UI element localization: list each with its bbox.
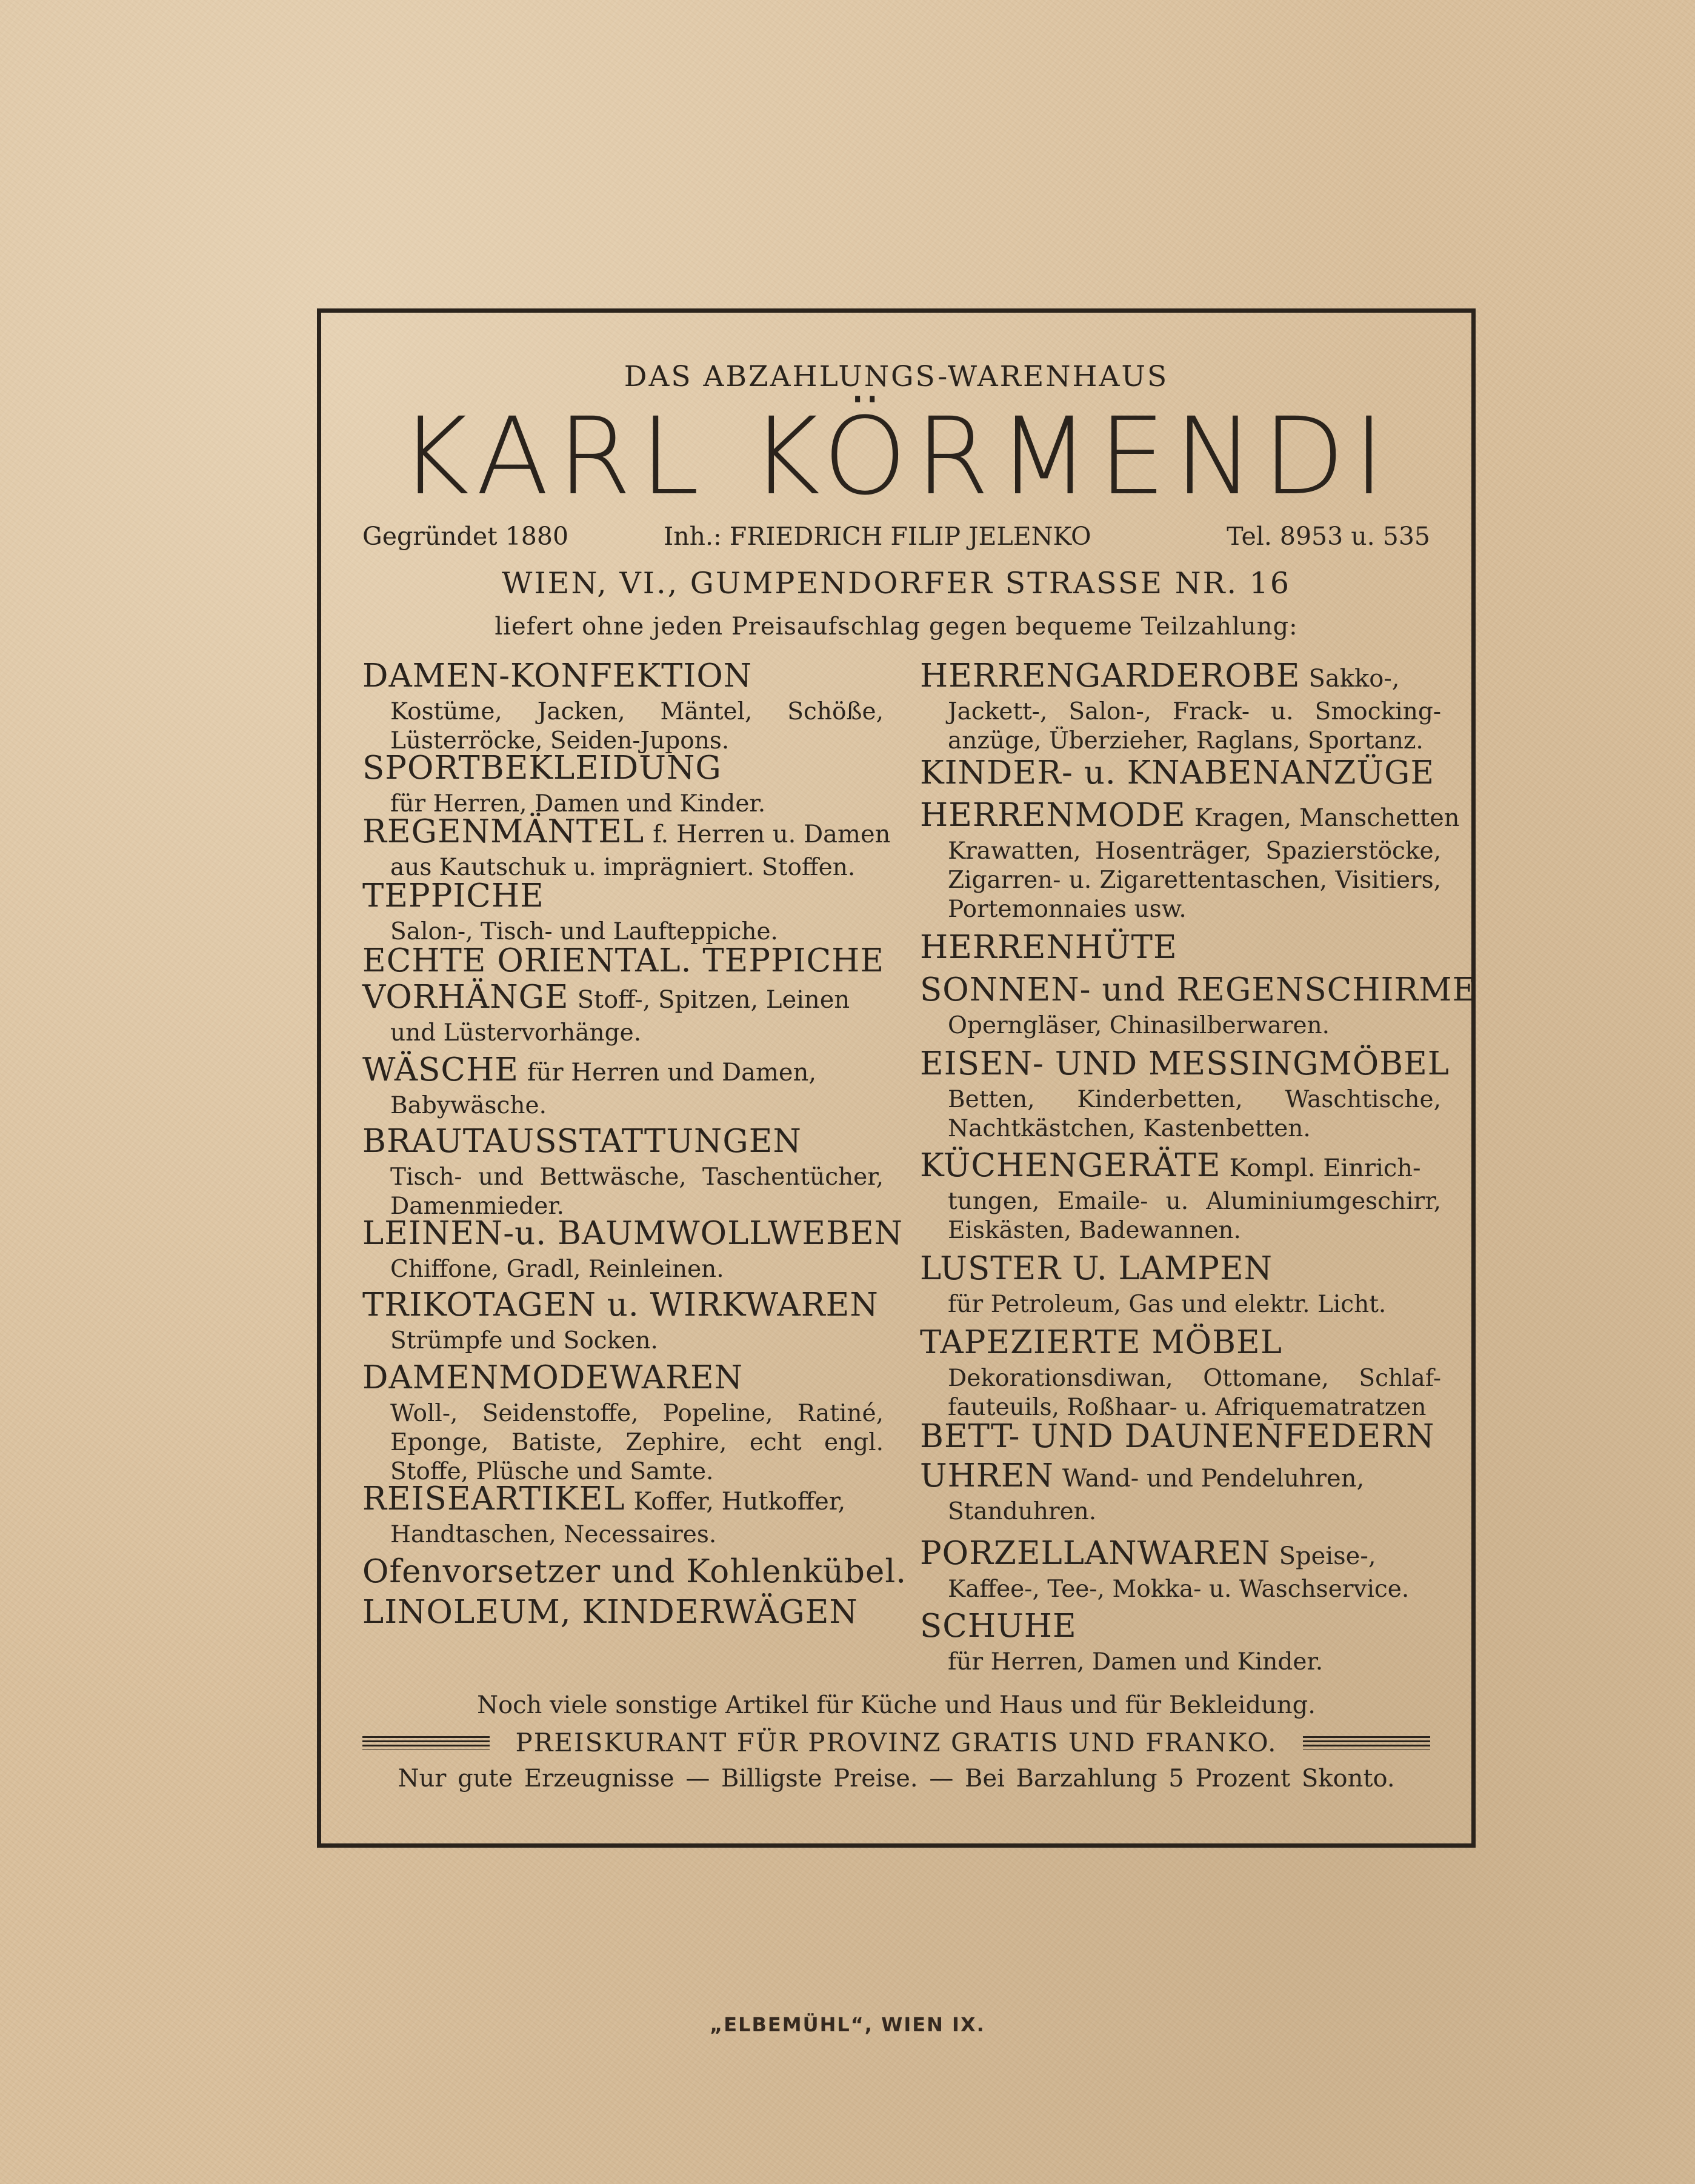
product-description: Tisch- und Bettwäsche, Taschentücher, Damenmieder.: [390, 1163, 884, 1220]
store-name: KARL KÖRMENDI: [399, 395, 1393, 519]
product-heading: TAPEZIERTE MÖBEL: [920, 1324, 1282, 1361]
product-heading-extra: Kompl. Einrich-: [1229, 1154, 1421, 1182]
product-heading: TEPPICHE: [362, 877, 544, 914]
product-heading: HERRENGARDEROBE: [920, 658, 1300, 694]
store-address: WIEN, VI., GUMPENDORFER STRASSE NR. 16: [501, 566, 1291, 601]
product-heading: PORZELLANWAREN: [920, 1535, 1271, 1572]
product-heading: ECHTE ORIENTAL. TEPPICHE: [362, 942, 885, 979]
advertisement-content: [362, 313, 1477, 1843]
product-heading-extra: Sakko-,: [1308, 665, 1400, 693]
product-description: Standuhren.: [948, 1497, 1097, 1525]
product-entry: [362, 750, 884, 819]
product-heading: HERRENMODE: [920, 797, 1186, 834]
product-description: tungen, Emaile- u. Aluminiumgeschirr, Eiskästen, Badewannen.: [948, 1187, 1441, 1244]
product-entry: [920, 797, 1460, 924]
product-heading-extra: Wand- und Pendeluhren,: [1062, 1465, 1365, 1493]
price-list-line: [362, 1728, 1430, 1758]
product-heading: Ofenvorsetzer und Kohlenkübel.: [362, 1553, 907, 1590]
product-entry: [920, 1045, 1450, 1144]
product-entry: [362, 658, 884, 756]
product-heading: TRIKOTAGEN u. WIRKWAREN: [362, 1287, 879, 1323]
decorative-rule: [1303, 1736, 1430, 1750]
product-description: Kostüme, Jacken, Mäntel, Schöße, Lüsterröcke, Seiden-Jupons.: [390, 697, 884, 754]
product-description: Strümpfe und Socken.: [390, 1327, 658, 1354]
product-heading: EISEN- UND MESSINGMÖBEL: [920, 1045, 1450, 1082]
product-heading: KÜCHENGERÄTE: [920, 1147, 1221, 1184]
product-entry: [920, 930, 1441, 967]
founded-year: Gegründet 1880: [362, 522, 569, 551]
footer-note: Noch viele sonstige Artikel für Küche und Haus und für Bekleidung.: [477, 1691, 1316, 1719]
product-description: für Herren, Damen und Kinder.: [948, 1648, 1324, 1676]
product-entry: [362, 1052, 884, 1120]
product-heading: REGENMÄNTEL: [362, 813, 645, 850]
product-entry: [920, 1325, 1441, 1422]
product-description: für Herren, Damen und Kinder.: [390, 790, 766, 817]
product-description: für Petroleum, Gas und elektr. Licht.: [948, 1290, 1387, 1318]
phone-number: Tel. 8953 u. 535: [1227, 522, 1430, 551]
product-heading-extra: Koffer, Hutkoffer,: [633, 1488, 846, 1516]
product-heading-extra: für Herren und Damen,: [527, 1059, 817, 1087]
product-description: Chiffone, Gradl, Reinleinen.: [390, 1255, 724, 1283]
product-description: Krawatten, Hosenträger, Spazierstöcke, Zigarren- u. Zigarettentaschen, Visitiers, Portemonnaies usw.: [948, 837, 1441, 923]
product-heading: SPORTBEKLEIDUNG: [362, 750, 722, 787]
product-description: Dekorationsdiwan, Ottomane, Schlaf-fauteuils, Roßhaar- u. Afriquematratzen: [948, 1364, 1441, 1421]
product-heading: LEINEN-u. BAUMWOLLWEBEN: [362, 1215, 904, 1252]
product-heading-extra: Kragen, Manschetten: [1194, 804, 1460, 832]
product-description: Salon-, Tisch- und Laufteppiche.: [390, 917, 778, 945]
product-heading: LINOLEUM, KINDERWÄGEN: [362, 1594, 858, 1631]
product-heading: BETT- UND DAUNENFEDERN: [920, 1418, 1435, 1455]
owner-name: Inh.: FRIEDRICH FILIP JELENKO: [664, 522, 1091, 551]
product-heading: BRAUTAUSSTATTUNGEN: [362, 1123, 802, 1160]
product-description: und Lüstervorhänge.: [390, 1019, 642, 1047]
product-heading: WÄSCHE: [362, 1051, 519, 1088]
product-entry: [920, 658, 1441, 756]
product-heading: DAMENMODEWAREN: [362, 1359, 744, 1396]
product-heading-extra: Speise-,: [1279, 1542, 1376, 1570]
product-description: Handtaschen, Necessaires.: [390, 1520, 717, 1548]
product-entry: [920, 1148, 1441, 1245]
tagline: liefert ohne jeden Preisaufschlag gegen bequeme Teilzahlung:: [495, 613, 1298, 641]
product-heading-extra: f. Herren u. Damen: [653, 821, 891, 848]
product-entry: [920, 755, 1441, 792]
product-entry: [920, 1536, 1441, 1604]
product-description: Jackett-, Salon-, Frack- u. Smocking-anzüge, Überzieher, Raglans, Sportanz.: [948, 697, 1441, 754]
product-entry: [920, 1608, 1441, 1677]
product-description: Operngläser, Chinasilberwaren.: [948, 1011, 1330, 1039]
product-heading: VORHÄNGE: [362, 979, 569, 1016]
store-type-heading: DAS ABZAHLUNGS-WARENHAUS: [624, 360, 1169, 393]
product-heading: SCHUHE: [920, 1608, 1077, 1645]
product-entry: [362, 1553, 907, 1591]
product-heading: DAMEN-KONFEKTION: [362, 658, 753, 694]
product-heading: HERRENHÜTE: [920, 929, 1177, 966]
advertisement-box: [317, 308, 1476, 1848]
decorative-rule: [362, 1736, 490, 1750]
product-description: Babywäsche.: [390, 1091, 547, 1119]
product-entry: [362, 1287, 884, 1356]
product-entry: [362, 878, 884, 947]
product-entry: [362, 1481, 884, 1550]
product-description: Kaffee-, Tee-, Mokka- u. Waschservice.: [948, 1575, 1410, 1603]
product-heading-extra: Stoff-, Spitzen, Leinen: [577, 986, 850, 1014]
product-entry: [362, 813, 891, 882]
product-entry: [920, 1251, 1441, 1319]
product-heading: UHREN: [920, 1457, 1054, 1494]
price-list-text: PREISKURANT FÜR PROVINZ GRATIS UND FRANKO.: [515, 1728, 1277, 1757]
product-description: Betten, Kinderbetten, Waschtische, Nachtkästchen, Kastenbetten.: [948, 1085, 1441, 1142]
product-entry: [362, 1594, 884, 1631]
printer-imprint: „ELBEMÜHL“, WIEN IX.: [710, 2013, 985, 2036]
product-entry: [362, 943, 884, 980]
product-entry: [920, 971, 1477, 1040]
product-description: aus Kautschuk u. imprägniert. Stoffen.: [390, 853, 856, 881]
product-entry: [362, 1215, 904, 1284]
product-entry: [362, 1124, 884, 1221]
product-heading: SONNEN- und REGENSCHIRME: [920, 971, 1477, 1008]
product-entry: [920, 1419, 1441, 1456]
product-entry: [362, 1360, 884, 1487]
product-description: Woll-, Seidenstoffe, Popeline, Ratiné, Eponge, Batiste, Zephire, echt engl. Stoffe, Plüsche und Samte.: [390, 1399, 884, 1485]
product-heading: LUSTER U. LAMPEN: [920, 1250, 1273, 1287]
payment-terms: Nur gute Erzeugnisse — Billigste Preise. — Bei Barzahlung 5 Prozent Skonto.: [398, 1765, 1395, 1793]
product-entry: [920, 1458, 1441, 1526]
product-heading: REISEARTIKEL: [362, 1480, 625, 1517]
product-entry: [362, 979, 884, 1048]
product-heading: KINDER- u. KNABENANZÜGE: [920, 754, 1435, 791]
